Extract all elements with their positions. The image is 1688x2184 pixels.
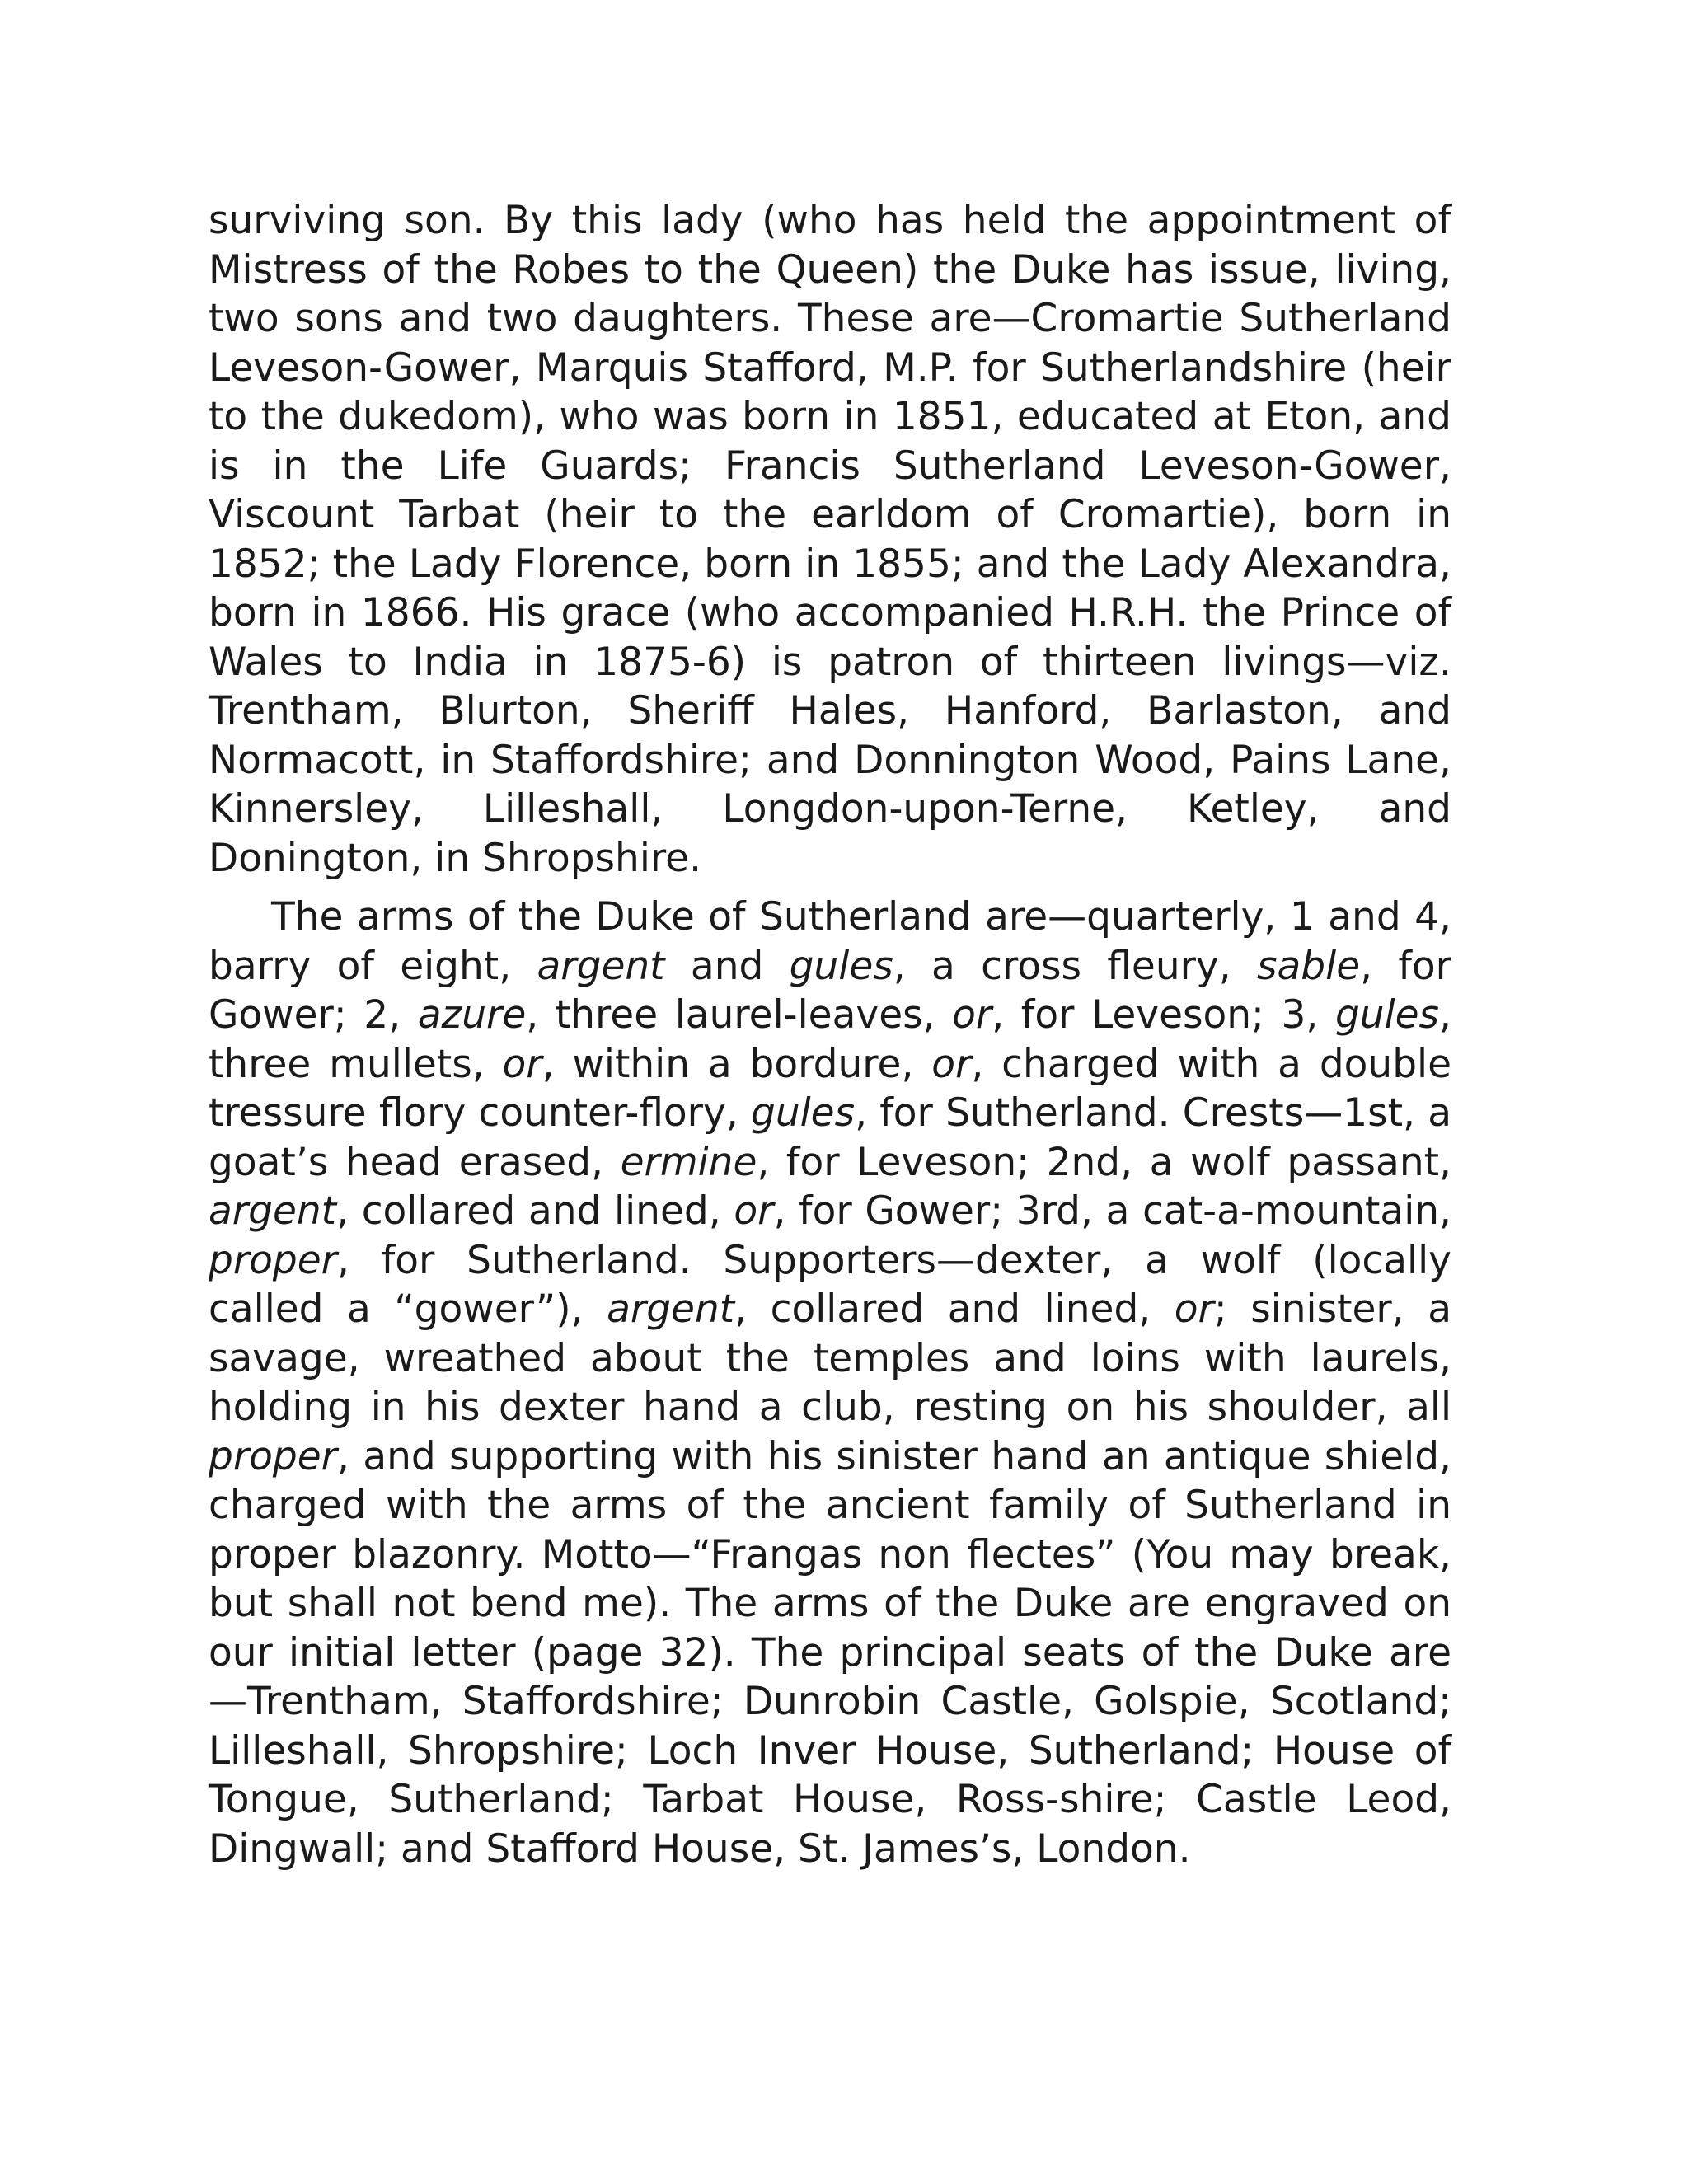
italic-term: azure [417, 992, 527, 1038]
text-run: ; sinister, a savage, wreathed about the temples and loins with laurels, holding in his dexter hand a club, resting on his shoulder, all [209, 1286, 1451, 1430]
paragraph-1 [209, 196, 1451, 883]
text-run: , charged with a double tressure flory counter-flory, [209, 1041, 1451, 1136]
text-run: , a cross fleury, [893, 943, 1258, 989]
text-run: , for Gower; 3rd, a cat-a-mountain, [773, 1188, 1451, 1234]
text-run: , for Sutherland. Supporters—dexter, a wolf (locally called a “gower”), [209, 1237, 1451, 1332]
italic-term: gules [1334, 992, 1440, 1038]
text-run: surviving son. By this lady (who has held the appointment of Mistress of the Robes to the Queen) the Duke has issue, living, two sons and two daughters. These are—Cromartie Sutherland Leveson-Gower, Marquis Stafford, M.P. for Sutherlandshire (heir to the dukedom), who was born in 1851, educated at Eton, and is in the Life Guards; Francis Sutherland Leveson-Gower, Viscount Tarbat (heir to the earldom of Cromartie), born in 1852; the Lady Florence, born in 1855; and the Lady Alexandra, born in 1866. His grace (who accompanied H.R.H. the Prince of Wales to India in 1875-6) is patron of thirteen livings—viz. Trentham, Blurton, Sheriff Hales, Hanford, Barlaston, and Normacott, in Staffordshire; and Donnington Wood, Pains Lane, Kinnersley, Lilleshall, Longdon-upon-Terne, Ketley, and Donington, in Shropshire. [209, 198, 1451, 881]
italic-term: or [502, 1041, 542, 1087]
italic-term: gules [789, 943, 893, 989]
italic-term: or [734, 1188, 774, 1234]
text-run: , for Leveson; 2nd, a wolf passant, [757, 1139, 1451, 1185]
italic-term: argent [537, 943, 665, 989]
italic-term: argent [607, 1286, 735, 1332]
text-run: and [664, 943, 790, 989]
text-run: , and supporting with his sinister hand an antique shield, charged with the arms of the ancient family of Sutherland in proper blazonry. Motto—“Frangas non flectes” (You may break, but shall not bend me). The arms of the Duke are engraved on our initial letter (page 32). The principal seats of the Duke are—Trentham, Staffordshire; Dunrobin Castle, Golspie, Scotland; Lilleshall, Shropshire; Loch Inver House, Sutherland; House of Tongue, Sutherland; Tarbat House, Ross-shire; Castle Leod, Dingwall; and Stafford House, St. James’s, London. [209, 1433, 1451, 1872]
text-run: , within a bordure, [542, 1041, 932, 1087]
italic-term: argent [209, 1188, 337, 1234]
text-run: , for Leveson; 3, [992, 992, 1335, 1038]
italic-term: proper [209, 1237, 337, 1283]
italic-term: ermine [620, 1139, 757, 1185]
text-run: , collared and lined, [734, 1286, 1175, 1332]
italic-term: gules [750, 1090, 856, 1136]
text-run: , three laurel-leaves, [526, 992, 953, 1038]
italic-term: or [931, 1041, 972, 1087]
text-run: , for Sutherland. Crests—1st, a goat’s head erased, [209, 1090, 1451, 1185]
text-run: , for Gower; 2, [209, 943, 1452, 1038]
page-body [209, 196, 1451, 1873]
italic-term: proper [209, 1433, 337, 1479]
italic-term: sable [1257, 943, 1361, 989]
text-run: , collared and lined, [336, 1188, 734, 1234]
italic-term: or [1174, 1286, 1214, 1332]
italic-term: or [952, 992, 992, 1038]
text-run: The arms of the Duke of Sutherland are—quarterly, 1 and 4, barry of eight, [209, 894, 1451, 989]
paragraph-2 [209, 893, 1451, 1873]
text-run: , three mullets, [209, 992, 1451, 1087]
